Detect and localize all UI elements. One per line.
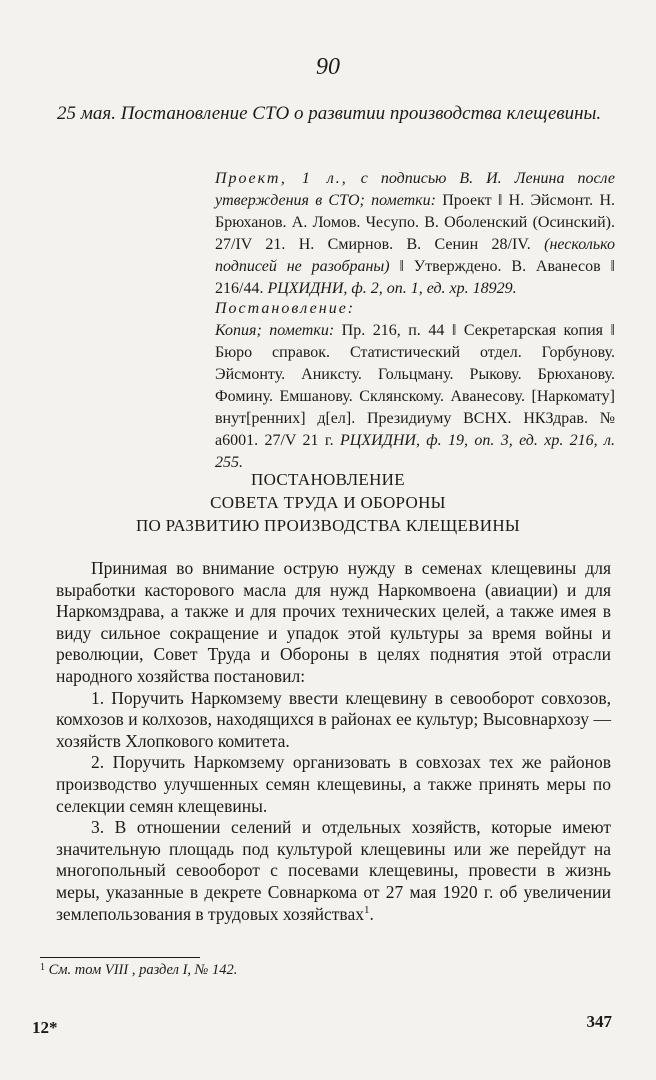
footnote-reference: 1 [363, 903, 370, 916]
archive-reference: РЦХИДНИ, ф. 2, оп. 1, ед. хр. 18929. [267, 280, 517, 297]
footnote-divider [40, 957, 200, 958]
document-number: 90 [316, 54, 340, 80]
archive-note-italic: (несколько подписей не разобраны) [215, 236, 616, 275]
body-paragraph: 2. Поручить Наркомзему организовать в совхозах тех же районов производство улучшенных семян клещевины, а также принять меры по селекции семян клещевины. [56, 752, 611, 816]
archive-note-label: Постановление: [215, 300, 356, 317]
archive-note-text: Пр. 216, п. 44 ‖ Секретарская копия ‖ Бюро справок. Статистический отдел. Горбунову. Эйсмонту. Аникcту. Гольцману. Рыкову. Брюханову. Фомину. Емшанову. Склянскому. Аванесову. [Наркомату] внут[ренних] д[ел]. Президиуму ВСНХ. НКЗдрав. № а6001. 27/V 21 г. [215, 322, 616, 449]
body-paragraph: 3. В отношении селений и отдельных хозяйств, которые имеют значительную площадь под культурой клещевины или же перейдут на многопольный севооборот с посевами клещевины, провести в жизнь меры, указанные в декрете Совнаркома от 27 мая 1920 г. об увеличении землепользования в трудовых хозяйствах$^1$. [56, 817, 611, 924]
body-paragraph: 1. Поручить Наркомзему ввести клещевину в севооборот совхозов, комхозов и колхозов, находящихся в районах ее культур; Высовнархозу — хозяйств Хлопкового комитета. [56, 687, 611, 751]
page-number: 347 [586, 1012, 612, 1031]
decree-title-line: ПО РАЗВИТИЮ ПРОИЗВОДСТВА КЛЕЩЕВИНЫ [135, 516, 521, 535]
paragraph-text: 3. В отношении селений и отдельных хозяйств, которые имеют значительную площадь под культурой клещевины или же перейдут на многопольный севооборот с посевами клещевины, провести в жизнь меры, указанные в декрете Совнаркома от 27 мая 1920 г. об увеличении землепользования в трудовых хозяйствах [56, 817, 611, 924]
footnote-marker: 1 [40, 962, 45, 973]
decree-title [0, 468, 656, 537]
archive-note-draft [215, 168, 615, 300]
decree-body [56, 558, 611, 925]
printer-signature-mark: 12* [32, 1018, 58, 1037]
archive-note-label: Проект, 1 л., [215, 170, 348, 187]
document-heading: 25 мая. Постановление СТО о развитии производства клещевины. [57, 103, 602, 124]
decree-title-line: ПОСТАНОВЛЕНИЕ [251, 470, 405, 489]
footnote [40, 962, 237, 979]
body-paragraph: Принимая во внимание острую нужду в семенах клещевины для выработки касторового масла для нужд Наркомвоена (авиации) и для Наркомздрава, а также и для прочих технических целей, а также имея в виду сильное сокращение и упадок этой культуры за время войны и революции, Совет Труда и Обороны в целях поднятия этой отрасли народного хозяйства постановил: [56, 558, 611, 686]
archive-note-italic: с подписью В. И. Ленина после утверждения в СТО; пометки: [215, 170, 616, 209]
archive-reference: РЦХИДНИ, ф. 19, оп. 3, ед. хр. 216, л. 255. [215, 432, 616, 471]
archive-note-italic: Копия; пометки: [215, 322, 335, 339]
decree-title-line: СОВЕТА ТРУДА И ОБОРОНЫ [210, 493, 446, 512]
archive-note-text: Проект ‖ Н. Эйсмонт. Н. Брюханов. А. Ломов. Чесупо. В. Оболенский (Осинский). 27/IV 21. Н. Смирнов. В. Сенин 28/IV. [215, 192, 615, 253]
archive-note-copy [215, 298, 615, 474]
footnote-text: См. том VIII , раздел I, № 142. [48, 962, 238, 978]
archive-note-text: ‖ Утверждено. В. Аванесов ‖ 216/44. [215, 258, 615, 297]
